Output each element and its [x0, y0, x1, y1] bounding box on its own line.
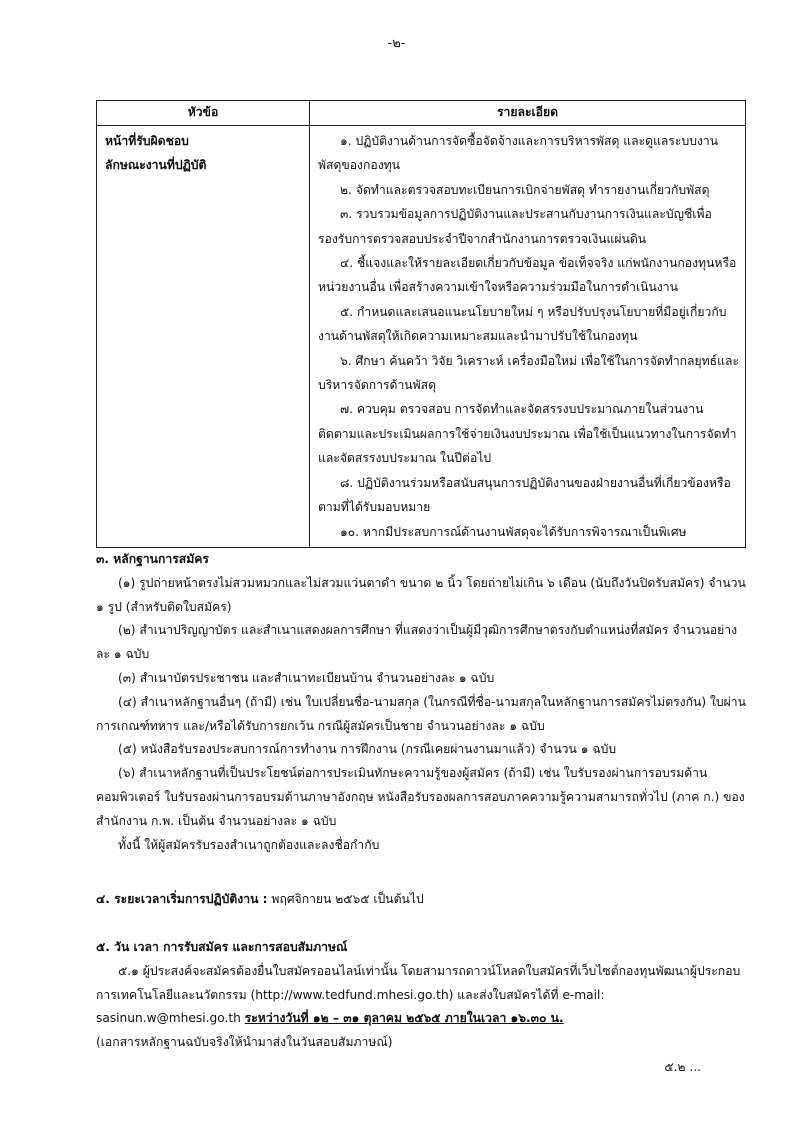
evidence-item: (๑) รูปถ่ายหน้าตรงไม่สวมหมวกและไม่สวมแว่นตาดำ ขนาด ๒ นิ้ว โดยถ่ายไม่เกิน ๖ เดือน (นับถึงวันปิดรับสมัคร) จำนวน ๑ รูป (สำหรับติดใบสมัคร): [96, 575, 746, 614]
duty-item: ๔. ชี้แจงและให้รายละเอียดเกี่ยวกับข้อมูล ข้อเท็จจริง แก่พนักงานกองทุนหรือหน่วยงานอื่น เพื่อสร้างความเข้าใจหรือความร่วมมือในการดำเนินงาน: [318, 256, 737, 295]
evidence-item: (๓) สำเนาบัตรประชาชน และสำเนาทะเบียนบ้าน จำนวนอย่างละ ๑ ฉบับ: [118, 670, 495, 685]
application-period: ระหว่างวันที่ ๑๒ – ๓๑ ตุลาคม ๒๕๖๕ ภายในเวลา ๑๖.๓๐ น.: [244, 1011, 564, 1026]
duty-item: ๓. รวบรวมข้อมูลการปฏิบัติงานและประสานกับงานการเงินและบัญชีเพื่อรองรับการตรวจสอบประจำปีจากสำนักงานการตรวจเงินแผ่นดิน: [318, 207, 712, 246]
application-note: (เอกสารหลักฐานฉบับจริงให้นำมาส่งในวันสอบสัมภาษณ์): [96, 1035, 393, 1050]
section-4-label: ๔. ระยะเวลาเริ่มการปฏิบัติงาน :: [96, 892, 268, 906]
evidence-item: (๒) สำเนาปริญญาบัตร และสำเนาแสดงผลการศึกษา ที่แสดงว่าเป็นผู้มีวุฒิการศึกษาตรงกับตำแหน่งที่สมัคร จำนวนอย่างละ ๑ ฉบับ: [96, 623, 738, 662]
section-4-value: พฤศจิกายน ๒๕๖๕ เป็นต้นไป: [271, 892, 424, 906]
duty-item: ๖. ศึกษา ค้นคว้า วิจัย วิเคราะห์ เครื่องมือใหม่ เพื่อใช้ในการจัดทำกลยุทธ์และบริหารจัดการด้านพัสดุ: [318, 353, 739, 393]
evidence-note: ทั้งนี้ ให้ผู้สมัครรับรองสำเนาถูกต้องและลงชื่อกำกับ: [118, 837, 380, 852]
duty-item: ๗. ควบคุม ตรวจสอบ การจัดทำและจัดสรรงบประมาณภายในส่วนงาน ติดตามและประเมินผลการใช้จ่ายเงินงบประมาณ เพื่อใช้เป็นแนวทางในการจัดทำและจัดสรรงบประมาณ ในปีต่อไป: [318, 402, 737, 466]
section-5-heading: ๕. วัน เวลา การรับสมัคร และการสอบสัมภาษณ์: [96, 940, 348, 954]
topic-line: หน้าที่รับผิดชอบ: [105, 134, 189, 148]
section-4: [96, 888, 746, 912]
section-3: [96, 548, 746, 857]
topic-cell: [97, 126, 310, 548]
duty-item: ๑. ปฏิบัติงานด้านการจัดซื้อจัดจ้างและการบริหารพัสดุ และดูแลระบบงานพัสดุของกองทุน: [318, 134, 719, 173]
duty-item: ๑๐. หากมีประสบการณ์ด้านงานพัสดุจะได้รับการพิจารณาเป็นพิเศษ: [340, 524, 687, 539]
duty-item: ๕. กำหนดและเสนอแนะนโยบายใหม่ ๆ หรือปรับปรุงนโยบายที่มีอยู่เกี่ยวกับงานด้านพัสดุให้เกิดความเหมาะสมและนำมาปรับใช้ในกองทุน: [318, 304, 727, 344]
evidence-item: (๕) หนังสือรับรองประสบการณ์การทำงาน การฝึกงาน (กรณีเคยผ่านงานมาแล้ว) จำนวน ๑ ฉบับ: [118, 742, 617, 757]
duty-item: ๒. จัดทำและตรวจสอบทะเบียนการเบิกจ่ายพัสดุ ทำรายงานเกี่ยวกับพัสดุ: [340, 182, 710, 197]
topic-line: ลักษณะงานที่ปฏิบัติ: [105, 158, 207, 173]
section-4-line: [96, 888, 746, 912]
section-3-heading: ๓. หลักฐานการสมัคร: [96, 552, 209, 566]
header-detail: รายละเอียด: [310, 101, 746, 126]
continuation-marker: ๕.๒ ...: [664, 1060, 701, 1074]
duty-item: ๘. ปฏิบัติงานร่วมหรือสนับสนุนการปฏิบัติงานของฝ่ายงานอื่นที่เกี่ยวข้องหรือตามที่ได้รับมอบหมาย: [318, 475, 731, 515]
detail-cell: [310, 126, 746, 548]
section-5: [96, 936, 746, 1055]
evidence-item: (๔) สำเนาหลักฐานอื่นๆ (ถ้ามี) เช่น ใบเปลี่ยนชื่อ-นามสกุล (ในกรณีที่ชื่อ-นามสกุลในหลักฐานการสมัครไม่ตรงกัน) ใบผ่านการเกณฑ์ทหาร และ/หรือได้รับการยกเว้น กรณีผู้สมัครเป็นชาย จำนวนอย่างละ ๑ ฉบับ: [96, 694, 746, 733]
duty-table: [96, 100, 746, 548]
application-paragraph: [96, 960, 746, 1031]
header-topic: หัวข้อ: [97, 101, 310, 126]
application-text: ๕.๑ ผู้ประสงค์จะสมัครต้องยื่นใบสมัครออนไลน์เท่านั้น โดยสามารถดาวน์โหลดใบสมัครที่เว็บไซต์กองทุนพัฒนาผู้ประกอบการเทคโนโลยีและนวัตกรรม (http://www.tedfund.mhesi.go.th) และส่งใบสมัครได้ที่ e-mail: sasinun.w@mhesi.go.th: [96, 963, 741, 1026]
page-number: -๒-: [387, 36, 406, 51]
evidence-item: (๖) สำเนาหลักฐานที่เป็นประโยชน์ต่อการประเมินทักษะความรู้ของผู้สมัคร (ถ้ามี) เช่น ใบรับรองผ่านการอบรมด้านคอมพิวเตอร์ ใบรับรองผ่านการอบรมด้านภาษาอังกฤษ หนังสือรับรองผลการสอบภาคความรู้ความสามารถทั่วไป (ภาค ก.) ของสำนักงาน ก.พ. เป็นต้น จำนวนอย่างละ ๑ ฉบับ: [96, 766, 745, 828]
